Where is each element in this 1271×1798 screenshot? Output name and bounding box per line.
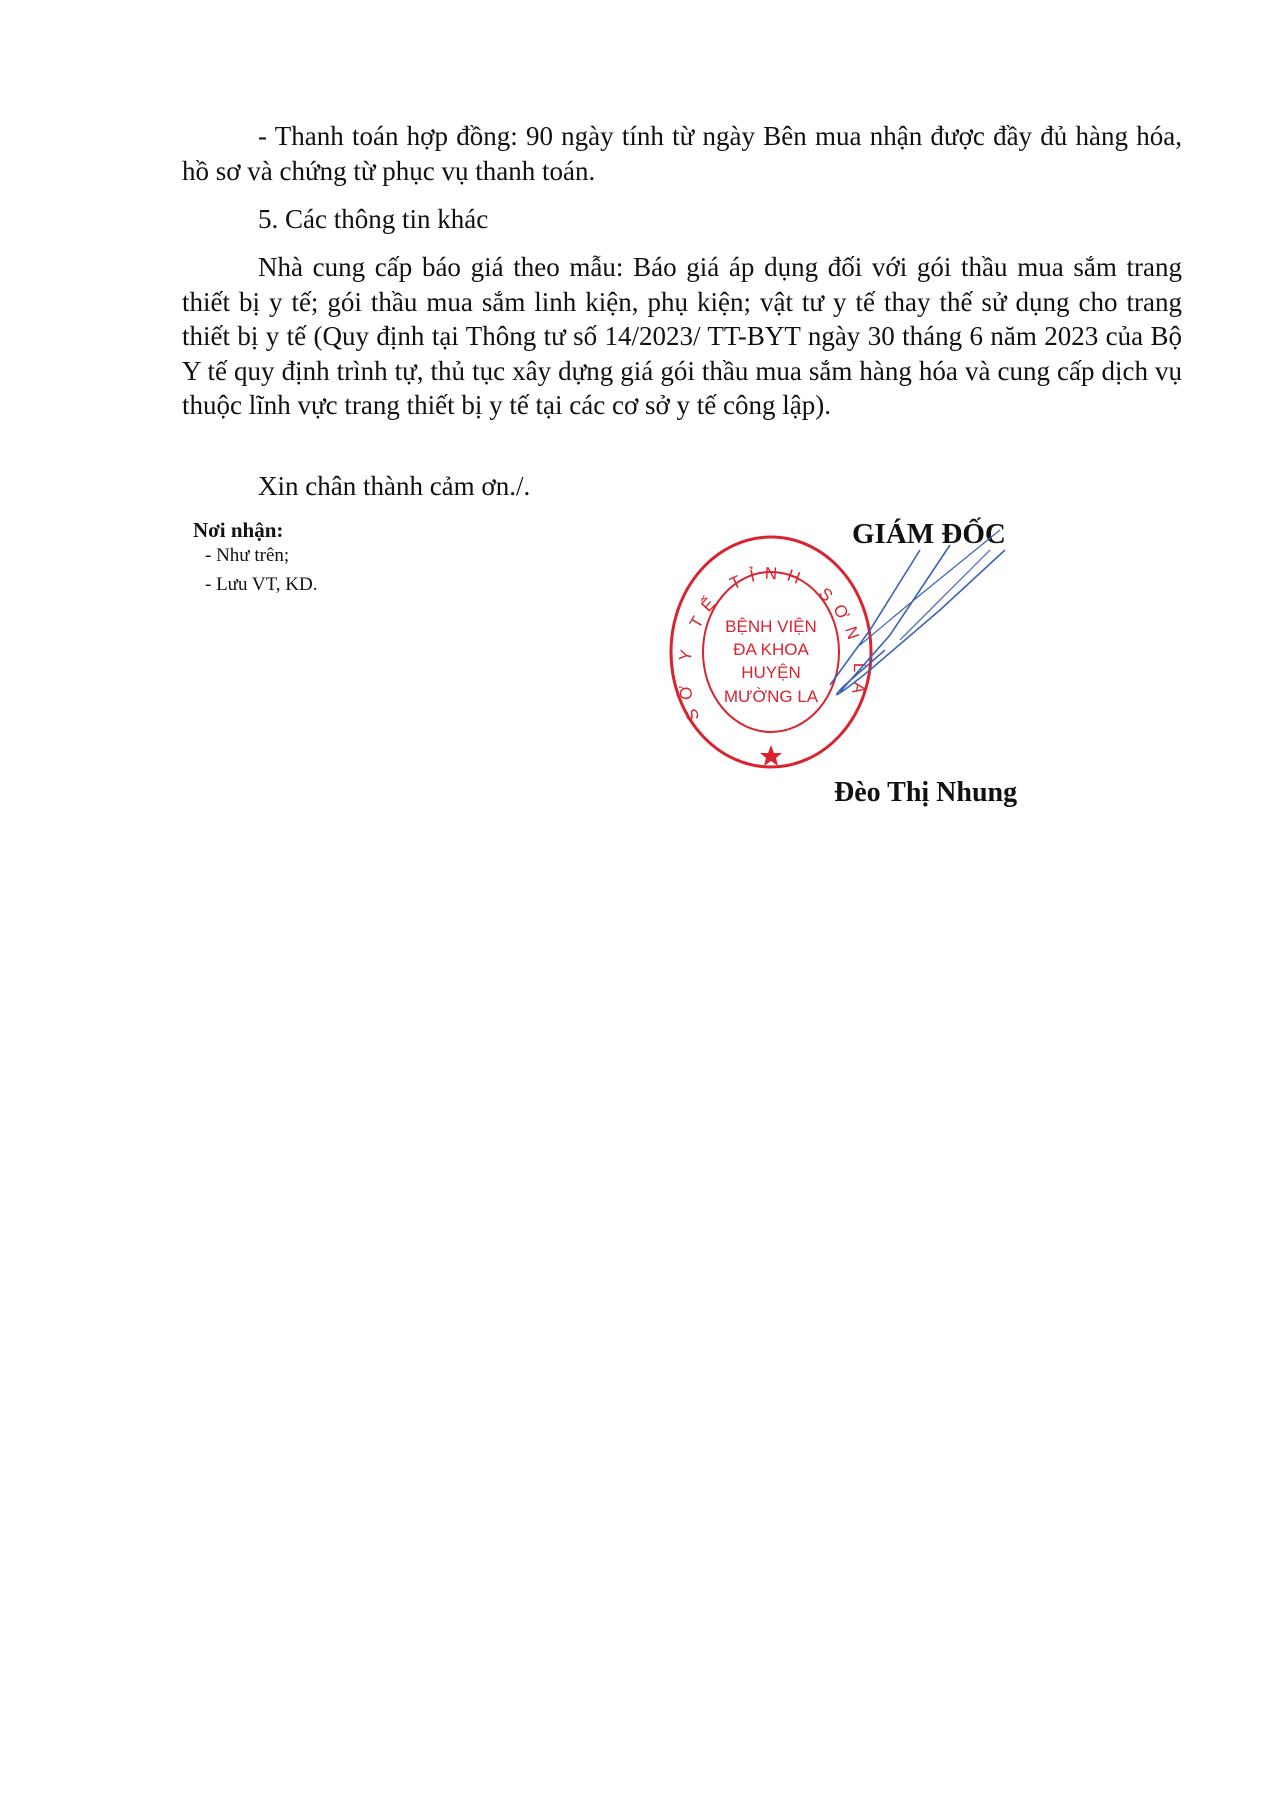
closing-line: Xin chân thành cảm ơn./. — [258, 471, 531, 501]
seal-outer-text: SỞ Y TẾ TỈNH SƠN LA — [674, 563, 870, 724]
seal-line-4: MƯỜNG LA — [723, 687, 819, 706]
signer-name: Đèo Thị Nhung — [834, 777, 1018, 808]
seal-line-2: ĐA KHOA — [733, 640, 809, 659]
seal-line-3: HUYỆN — [741, 663, 801, 682]
recipients-title: Nơi nhận: — [193, 518, 284, 542]
payment-terms-paragraph: - Thanh toán hợp đồng: 90 ngày tính từ ngày Bên mua nhận được đầy đủ hàng hóa, hồ sơ và chứng từ phục vụ thanh toán. — [182, 121, 1182, 186]
seal-star-icon — [760, 745, 782, 766]
recipients-list — [205, 541, 318, 599]
recipient-item: - Như trên; — [205, 545, 290, 566]
recipient-item: - Lưu VT, KD. — [205, 574, 318, 595]
seal-line-1: BỆNH VIỆN — [725, 617, 817, 636]
handwritten-signature — [800, 520, 1030, 720]
signer-position: GIÁM ĐỐC — [852, 518, 1006, 550]
section-5-heading: 5. Các thông tin khác — [258, 204, 489, 234]
other-info-paragraph: Nhà cung cấp báo giá theo mẫu: Báo giá áp dụng đối với gói thầu mua sắm trang thiết bị y tế; gói thầu mua sắm linh kiện, phụ kiện; vật tư y tế thay thế sử dụng cho trang thiết bị y tế (Quy định tại Thông tư số 14/2023/ TT-BYT ngày 30 tháng 6 năm 2023 của Bộ Y tế quy định trình tự, thủ tục xây dựng giá gói thầu mua sắm hàng hóa và cung cấp dịch vụ thuộc lĩnh vực trang thiết bị y tế tại các cơ sở y tế công lập). — [182, 252, 1182, 420]
